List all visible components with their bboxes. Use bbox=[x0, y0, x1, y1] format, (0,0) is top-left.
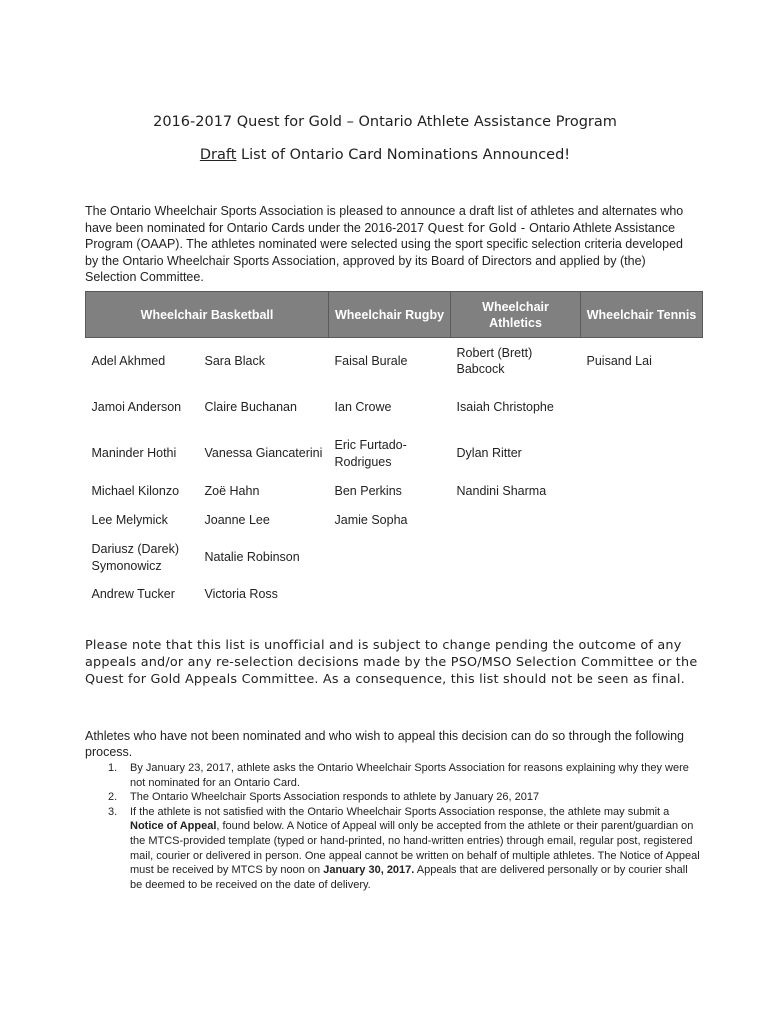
list-item bbox=[108, 790, 700, 805]
list-item-text: By January 23, 2017, athlete asks the Ontario Wheelchair Sports Association for reasons explaining why they were not nominated for an Ontario Card. bbox=[130, 762, 689, 789]
table-cell: Natalie Robinson bbox=[204, 550, 300, 565]
table-cell: Joanne Lee bbox=[204, 512, 270, 527]
list-item bbox=[108, 761, 700, 790]
header-wheelchair-tennis: Wheelchair Tennis bbox=[581, 292, 703, 338]
table-cell: Zoë Hahn bbox=[204, 483, 260, 498]
title-text: 2016-2017 Quest for Gold – Ontario Athlete Assistance Program bbox=[153, 114, 617, 130]
table-cell bbox=[451, 506, 581, 535]
list-number: 1. bbox=[108, 762, 118, 774]
table-cell bbox=[581, 477, 703, 506]
disclaimer-paragraph: Please note that this list is unofficial and is subject to change pending the outcome of any appeals and/or any re-selection decisions made by the PSO/MSO Selection Committee or the Quest for Gold Appeals Committee. As a consequence, this list should not be seen as final. bbox=[85, 638, 698, 687]
table-row bbox=[86, 431, 703, 477]
table-cell: Isaiah Christophe bbox=[456, 400, 554, 415]
table-row bbox=[86, 535, 703, 581]
table-cell: Jamoi Anderson bbox=[91, 400, 182, 415]
table-cell: Puisand Lai bbox=[586, 353, 652, 368]
intro-paragraph bbox=[85, 203, 695, 286]
table-row bbox=[86, 477, 703, 506]
table-cell: Michael Kilonzo bbox=[91, 483, 180, 498]
list-item bbox=[108, 805, 700, 893]
table-cell: Dylan Ritter bbox=[456, 446, 522, 461]
intro-text-2: Ontario Athlete Assistance Program (OAAP). The athletes nominated were selected using the sport specific selection criteria developed by the Ontario Wheelchair Sports Association, approved by its Board of Directors and applied by (the) Selection Committee. bbox=[85, 220, 683, 285]
table-cell: Vanessa Giancaterini bbox=[204, 446, 323, 461]
header-wheelchair-basketball: Wheelchair Basketball bbox=[86, 292, 329, 338]
header-wheelchair-rugby: Wheelchair Rugby bbox=[329, 292, 451, 338]
table-cell bbox=[451, 535, 581, 581]
table-cell: Dariusz (Darek) Symonowicz bbox=[91, 541, 180, 573]
table-cell bbox=[329, 581, 451, 609]
table-cell: Eric Furtado-Rodrigues bbox=[334, 437, 407, 469]
table-cell bbox=[581, 535, 703, 581]
document-title bbox=[0, 114, 770, 130]
subtitle-text: List of Ontario Card Nominations Announced! bbox=[236, 147, 571, 163]
list-number: 2. bbox=[108, 791, 118, 804]
table-row bbox=[86, 506, 703, 535]
table-row bbox=[86, 385, 703, 431]
table-cell: Adel Akhmed bbox=[91, 353, 166, 368]
table-header-row bbox=[86, 292, 703, 338]
table-cell: Ian Crowe bbox=[334, 400, 392, 415]
table-cell: Faisal Burale bbox=[334, 353, 408, 368]
table-cell: Sara Black bbox=[204, 353, 265, 368]
notice-of-appeal-emphasis: Notice of Appeal bbox=[130, 820, 217, 833]
appeal-intro: Athletes who have not been nominated and who wish to appeal this decision can do so through the following process. bbox=[85, 729, 685, 759]
table-cell bbox=[329, 535, 451, 581]
table-row bbox=[86, 581, 703, 609]
table-cell: Nandini Sharma bbox=[456, 483, 547, 498]
list-item-text: If the athlete is not satisfied with the Ontario Wheelchair Sports Association response, the athlete may submit a bbox=[130, 805, 670, 818]
table-cell: Jamie Sopha bbox=[334, 512, 408, 527]
table-row bbox=[86, 338, 703, 385]
list-number: 3. bbox=[108, 805, 118, 818]
list-item-text: Appeals that are delivered personally or by courier shall be deemed to be received on the date of delivery. bbox=[130, 864, 688, 891]
table-cell bbox=[581, 581, 703, 609]
intro-text-1: The Ontario Wheelchair Sports Association is pleased to announce a draft list of athletes and alternates who have been nominated for Ontario Cards under the 2016-2017 bbox=[85, 204, 684, 235]
table-cell: Andrew Tucker bbox=[91, 587, 175, 602]
table-cell bbox=[581, 385, 703, 431]
table-cell bbox=[581, 506, 703, 535]
table-cell: Maninder Hothi bbox=[91, 446, 177, 461]
deadline-date-emphasis: January 30, 2017. bbox=[323, 864, 415, 877]
document-subtitle bbox=[0, 147, 770, 163]
appeal-steps-list bbox=[108, 761, 700, 892]
intro-program-name: Quest for Gold - bbox=[427, 220, 530, 235]
table-cell: Claire Buchanan bbox=[204, 400, 297, 415]
list-item-text: , found below. A Notice of Appeal will only be accepted from the athlete or their parent/guardian on the MTCS-provided template (typed or hand-printed, no hand-written entries) through email, regular post, registered mail, courier or delivered in person. One appeal cannot be written on behalf of multiple athletes. The Notice of Appeal must be received by MTCS by noon on bbox=[130, 820, 700, 877]
table-cell: Ben Perkins bbox=[334, 483, 402, 498]
subtitle-draft-word: Draft bbox=[199, 147, 237, 163]
nominations-table bbox=[85, 291, 703, 609]
table-cell bbox=[581, 431, 703, 477]
header-wheelchair-athletics: Wheelchair Athletics bbox=[451, 292, 581, 338]
table-cell: Lee Melymick bbox=[91, 512, 168, 527]
list-item-text: The Ontario Wheelchair Sports Association responds to athlete by January 26, 2017 bbox=[130, 791, 540, 804]
table-cell bbox=[451, 581, 581, 609]
table-cell: Victoria Ross bbox=[204, 587, 278, 602]
table-cell: Robert (Brett) Babcock bbox=[456, 345, 533, 377]
